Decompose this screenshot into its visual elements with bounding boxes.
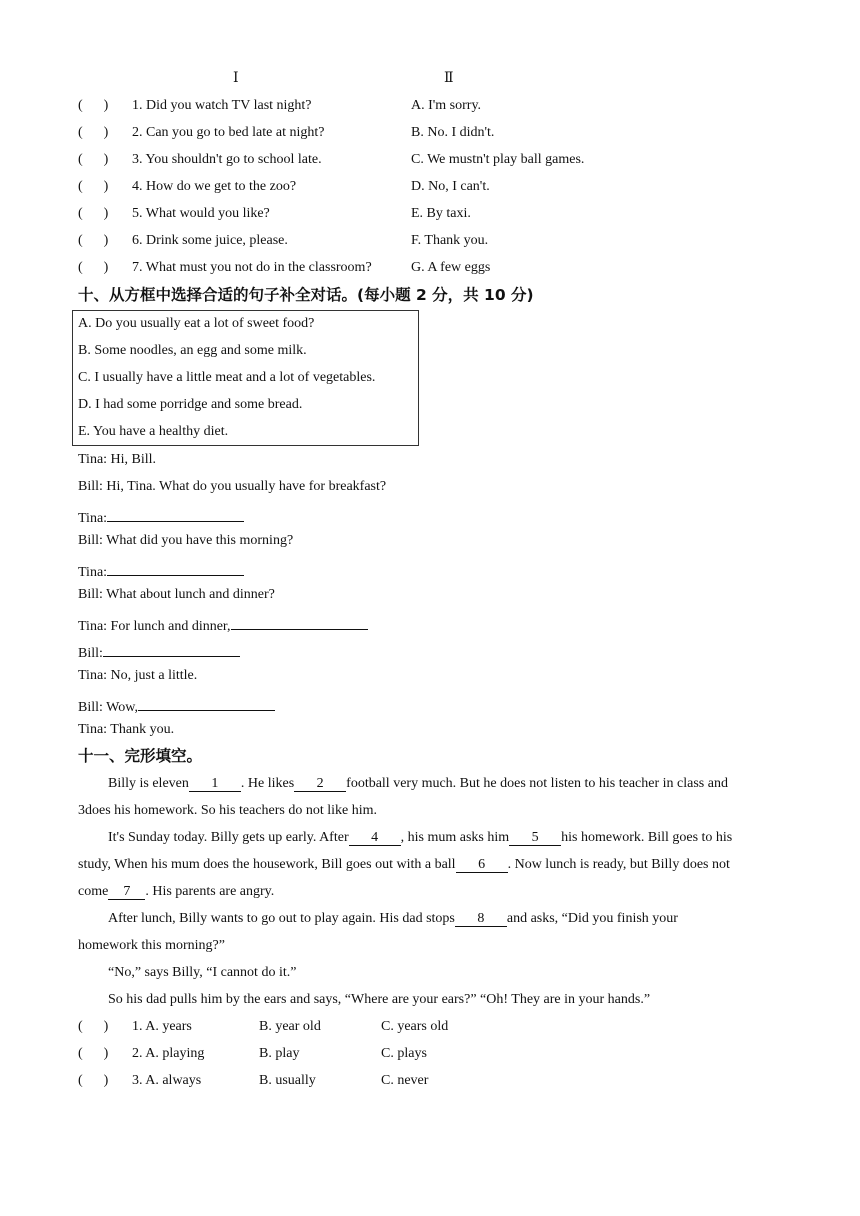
cloze-blank[interactable]: 6	[456, 856, 508, 873]
match-row	[78, 151, 322, 169]
column-header-1: Ⅰ	[233, 71, 239, 86]
option-item: B. Some noodles, an egg and some milk.	[78, 343, 307, 358]
dialogue-line: Tina: For lunch and dinner,	[78, 613, 368, 636]
cloze-option: B. play	[259, 1046, 300, 1061]
answer-parentheses[interactable]: ( )	[78, 1073, 109, 1088]
passage-line: After lunch, Billy wants to go out to play again. His dad stops 8 and asks, “Did you finish your	[108, 911, 678, 926]
passage-line: homework this morning?”	[78, 938, 225, 953]
option-item: A. Do you usually eat a lot of sweet food?	[78, 316, 315, 331]
dialogue-line: Tina:	[78, 559, 244, 582]
dialogue-line: Bill: Wow,	[78, 694, 275, 717]
match-question: 4. How do we get to the zoo?	[132, 179, 297, 194]
match-answer: C. We mustn't play ball games.	[411, 152, 585, 167]
cloze-option: C. never	[381, 1073, 429, 1088]
cloze-question: ( ) 3. A. always	[78, 1073, 202, 1088]
answer-parentheses[interactable]: ( )	[78, 125, 109, 140]
dialogue-line: Bill: Hi, Tina. What do you usually have for breakfast?	[78, 479, 387, 494]
match-question: 1. Did you watch TV last night?	[132, 98, 312, 113]
answer-parentheses[interactable]: ( )	[78, 1046, 109, 1061]
dialogue-line: Tina: No, just a little.	[78, 668, 198, 683]
cloze-option: B. usually	[259, 1073, 316, 1088]
match-row	[78, 205, 270, 223]
passage-line: study, When his mum does the housework, Bill goes out with a ball 6 . Now lunch is ready, but Billy does not	[78, 857, 730, 872]
cloze-blank[interactable]: 2	[294, 775, 346, 792]
option-item: D. I had some porridge and some bread.	[78, 397, 303, 412]
cloze-question: ( ) 1. A. years	[78, 1019, 192, 1034]
option-item: E. You have a healthy diet.	[78, 424, 229, 439]
answer-parentheses[interactable]: ( )	[78, 1019, 109, 1034]
match-row	[78, 124, 324, 142]
dialogue-line: Bill: What did you have this morning?	[78, 533, 294, 548]
section-11-heading: 十一、完形填空。	[78, 747, 203, 765]
cloze-blank[interactable]: 5	[509, 829, 561, 846]
cloze-option: C. years old	[381, 1019, 449, 1034]
match-answer: B. No. I didn't.	[411, 125, 495, 140]
passage-line: It's Sunday today. Billy gets up early. After 4 , his mum asks him 5 his homework. Bill goes to his	[108, 830, 733, 845]
match-row	[78, 232, 288, 250]
passage-line: So his dad pulls him by the ears and says, “Where are your ears?” “Oh! They are in your hands.”	[108, 992, 651, 1007]
passage-line: Billy is eleven 1 . He likes 2 football very much. But he does not listen to his teacher in class and	[108, 776, 728, 791]
cloze-question: ( ) 2. A. playing	[78, 1046, 205, 1061]
match-question: 3. You shouldn't go to school late.	[132, 152, 322, 167]
passage-line: come 7 . His parents are angry.	[78, 884, 275, 899]
answer-blank[interactable]	[231, 613, 368, 630]
dialogue-line: Tina: Hi, Bill.	[78, 452, 157, 467]
section-10-heading: 十、从方框中选择合适的句子补全对话。(每小题 2 分，共 10 分)	[78, 286, 534, 304]
answer-blank[interactable]	[107, 505, 244, 522]
match-question: 2. Can you go to bed late at night?	[132, 125, 325, 140]
cloze-option: C. plays	[381, 1046, 427, 1061]
answer-parentheses[interactable]: ( )	[78, 206, 109, 221]
match-question: 7. What must you not do in the classroom?	[132, 260, 372, 275]
passage-line: 3does his homework. So his teachers do not like him.	[78, 803, 378, 818]
match-question: 6. Drink some juice, please.	[132, 233, 288, 248]
answer-blank[interactable]	[103, 640, 240, 657]
answer-blank[interactable]	[107, 559, 244, 576]
column-header-2: Ⅱ	[444, 71, 454, 86]
passage-line: “No,” says Billy, “I cannot do it.”	[108, 965, 297, 980]
dialogue-line: Bill: What about lunch and dinner?	[78, 587, 275, 602]
match-answer: A. I'm sorry.	[411, 98, 482, 113]
answer-parentheses[interactable]: ( )	[78, 233, 109, 248]
cloze-blank[interactable]: 1	[189, 775, 241, 792]
match-answer: D. No, I can't.	[411, 179, 490, 194]
option-item: C. I usually have a little meat and a lot of vegetables.	[78, 370, 376, 385]
cloze-option: B. year old	[259, 1019, 321, 1034]
dialogue-line: Bill:	[78, 640, 240, 663]
cloze-blank[interactable]: 4	[349, 829, 401, 846]
answer-parentheses[interactable]: ( )	[78, 152, 109, 167]
match-question: 5. What would you like?	[132, 206, 270, 221]
dialogue-line: Tina:	[78, 505, 244, 528]
match-row	[78, 178, 296, 196]
match-row	[78, 259, 372, 277]
answer-parentheses[interactable]: ( )	[78, 98, 109, 113]
match-row	[78, 97, 312, 115]
cloze-blank[interactable]: 8	[455, 910, 507, 927]
answer-blank[interactable]	[138, 694, 275, 711]
match-answer: G. A few eggs	[411, 260, 491, 275]
answer-parentheses[interactable]: ( )	[78, 260, 109, 275]
cloze-blank[interactable]: 7	[108, 883, 145, 900]
dialogue-line: Tina: Thank you.	[78, 722, 175, 737]
match-answer: F. Thank you.	[411, 233, 489, 248]
answer-parentheses[interactable]: ( )	[78, 179, 109, 194]
match-answer: E. By taxi.	[411, 206, 471, 221]
